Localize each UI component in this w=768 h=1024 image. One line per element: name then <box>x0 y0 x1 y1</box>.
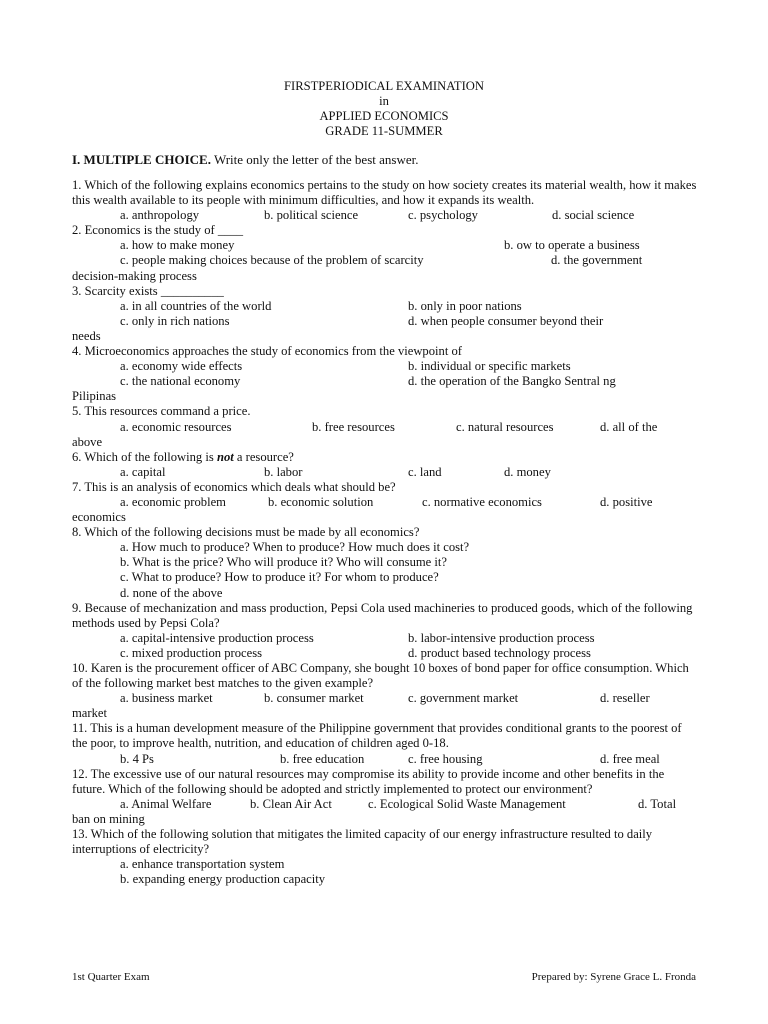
exam-title: FIRSTPERIODICAL EXAMINATION <box>284 79 484 93</box>
question-1 <box>72 178 698 223</box>
question-12 <box>72 767 698 827</box>
footer-right: Prepared by: Syrene Grace L. Fronda <box>531 971 696 983</box>
question-list <box>72 178 698 887</box>
question-stem: 7. This is an analysis of economics which deals what should be? <box>72 479 396 494</box>
exam-header <box>0 79 768 139</box>
footer-left: 1st Quarter Exam <box>72 971 150 983</box>
option-a: a. enhance transportation system <box>120 857 285 872</box>
option-b: b. free resources <box>312 419 395 434</box>
stem-emphasis: not <box>216 449 234 464</box>
option-continuation: needs <box>72 328 101 343</box>
question-stem: 13. Which of the following solution that mitigates the limited capacity of our energy infrastructure resulted to daily interruptions of electricity? <box>72 827 653 857</box>
question-stem <box>72 450 698 465</box>
question-6 <box>72 450 698 480</box>
section-instruction: Write only the letter of the best answer. <box>210 152 419 167</box>
option-b: b. economic solution <box>268 494 374 509</box>
exam-subject: APPLIED ECONOMICS <box>319 109 449 124</box>
option-continuation: decision-making process <box>72 268 197 283</box>
question-3 <box>72 284 698 344</box>
option-c: c. natural resources <box>456 419 554 434</box>
option-d: d. none of the above <box>120 585 223 600</box>
option-continuation: economics <box>72 510 126 525</box>
question-5 <box>72 404 698 449</box>
question-stem: 2. Economics is the study of ____ <box>72 223 244 238</box>
option-b: b. ow to operate a business <box>504 238 640 253</box>
option-a: a. economy wide effects <box>120 359 243 374</box>
option-d: d. money <box>504 464 551 479</box>
option-c: c. normative economics <box>422 494 542 509</box>
question-stem: 1. Which of the following explains economics pertains to the study on how society creates its material wealth, how it makes this wealth available to its people with minimum difficulties, and how it expands its wealth. <box>72 178 697 208</box>
option-d: d. reseller <box>600 691 650 706</box>
option-d: d. social science <box>552 208 635 223</box>
question-11 <box>72 721 698 766</box>
section-title: I. MULTIPLE CHOICE. <box>72 152 211 167</box>
option-c: c. government market <box>408 691 519 706</box>
option-continuation: ban on mining <box>72 811 145 826</box>
option-a: a. business market <box>120 691 213 706</box>
option-b: b. free education <box>280 751 365 766</box>
question-stem: 11. This is a human development measure of the Philippine government that provides conditional grants to the poorest of the poor, to improve health, nutrition, and education of children aged 0-18. <box>72 721 682 751</box>
option-b: b. consumer market <box>264 691 364 706</box>
question-stem: 3. Scarcity exists __________ <box>72 283 224 298</box>
option-c: c. What to produce? How to produce it? For whom to produce? <box>120 570 439 585</box>
option-c: c. Ecological Solid Waste Management <box>368 796 566 811</box>
option-c: c. the national economy <box>120 374 241 389</box>
option-b: b. political science <box>264 208 359 223</box>
option-b: b. individual or specific markets <box>408 359 571 374</box>
option-b: b. labor-intensive production process <box>408 630 595 645</box>
option-continuation: Pilipinas <box>72 389 117 404</box>
question-4 <box>72 344 698 404</box>
option-a: a. capital-intensive production process <box>120 630 314 645</box>
option-b: b. expanding energy production capacity <box>120 872 326 887</box>
option-a: a. How much to produce? When to produce? How much does it cost? <box>120 540 470 555</box>
option-d: d. the operation of the Bangko Sentral ng <box>408 374 616 389</box>
question-9 <box>72 601 698 661</box>
option-a: a. in all countries of the world <box>120 298 272 313</box>
option-d: d. all of the <box>600 419 658 434</box>
option-d: d. positive <box>600 494 653 509</box>
option-b: b. only in poor nations <box>408 298 522 313</box>
option-a: a. economic resources <box>120 419 232 434</box>
option-b: b. What is the price? Who will produce it? Who will consume it? <box>120 555 448 570</box>
option-b: b. labor <box>264 464 303 479</box>
option-b: b. Clean Air Act <box>250 796 332 811</box>
option-c: c. mixed production process <box>120 645 262 660</box>
option-a: b. 4 Ps <box>120 751 154 766</box>
option-d: d. product based technology process <box>408 645 591 660</box>
option-a: a. how to make money <box>120 238 235 253</box>
question-13 <box>72 827 698 887</box>
question-stem: 4. Microeconomics approaches the study of economics from the viewpoint of <box>72 344 462 359</box>
question-10 <box>72 661 698 721</box>
option-a: a. Animal Welfare <box>120 796 212 811</box>
option-c: c. psychology <box>408 208 478 223</box>
option-continuation: above <box>72 434 103 449</box>
stem-text: 6. Which of the following is <box>72 449 217 464</box>
exam-title-in: in <box>379 94 389 109</box>
option-c: c. free housing <box>408 751 483 766</box>
option-a: a. capital <box>120 464 166 479</box>
question-7 <box>72 480 698 525</box>
question-2 <box>72 223 698 283</box>
option-d: d. when people consumer beyond their <box>408 313 604 328</box>
stem-text: a resource? <box>233 449 294 464</box>
question-stem: 10. Karen is the procurement officer of ABC Company, she bought 10 boxes of bond paper for office consumption. Which of the following market best matches to the given example? <box>72 661 689 691</box>
option-c: c. land <box>408 464 442 479</box>
question-stem: 12. The excessive use of our natural resources may compromise its ability to provide income and other benefits in the future. Which of the following should be adopted and strictly implemented to protect our environment? <box>72 766 665 796</box>
question-stem: 9. Because of mechanization and mass production, Pepsi Cola used machineries to produced goods, which of the following methods used by Pepsi Cola? <box>72 600 693 630</box>
option-c: c. only in rich nations <box>120 313 230 328</box>
option-c: c. people making choices because of the problem of scarcity <box>120 253 424 268</box>
exam-grade: GRADE 11-SUMMER <box>325 124 443 139</box>
question-stem: 8. Which of the following decisions must be made by all economics? <box>72 525 420 540</box>
option-a: a. economic problem <box>120 494 226 509</box>
section-heading <box>72 152 418 167</box>
option-d: d. Total <box>638 796 677 811</box>
option-continuation: market <box>72 706 107 721</box>
option-d: d. free meal <box>600 751 660 766</box>
option-d: d. the government <box>551 253 643 268</box>
question-stem: 5. This resources command a price. <box>72 404 251 419</box>
option-a: a. anthropology <box>120 208 200 223</box>
question-8 <box>72 525 698 600</box>
